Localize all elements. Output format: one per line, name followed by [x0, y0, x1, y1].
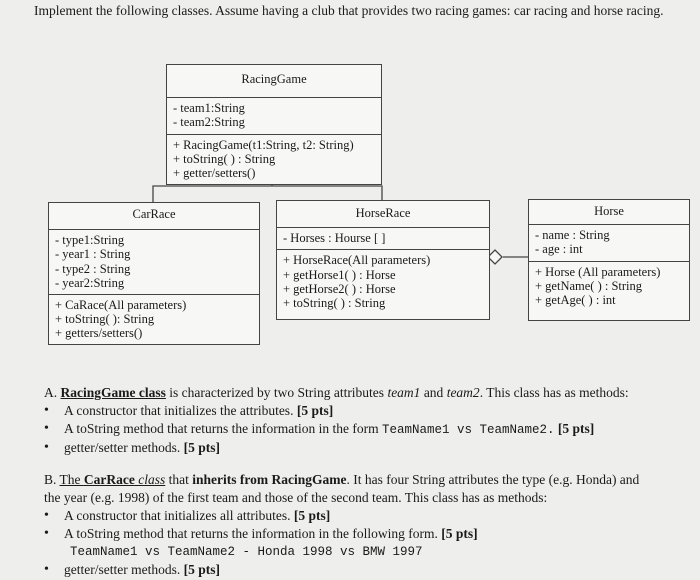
points-badge: [5 pts]	[183, 440, 220, 455]
uml-attribute: - Horses : Hourse [ ]	[283, 231, 386, 246]
uml-class-horserace	[276, 200, 490, 320]
points-badge: [5 pts]	[293, 508, 331, 523]
section-a-desc-before: is characterized by two String attributes	[165, 385, 388, 400]
uml-attributes	[167, 98, 381, 133]
section-b-bullet-1	[44, 507, 644, 525]
uml-method: + toString( ) : String	[173, 151, 276, 166]
section-a-heading	[44, 384, 684, 402]
uml-class-name: HorseRace	[277, 201, 489, 228]
uml-attribute: - year2:String	[55, 275, 125, 290]
uml-class-name: Horse	[529, 200, 689, 225]
uml-attributes	[49, 230, 259, 294]
section-b-inherits: inherits from	[192, 472, 269, 487]
bullet-text: getter/setter methods.	[64, 440, 181, 455]
uml-method: + getAge( ) : int	[535, 293, 616, 308]
uml-attribute: - team2:String	[173, 115, 245, 130]
uml-methods	[277, 249, 489, 314]
bullet-text: getter/setter methods.	[64, 562, 181, 577]
uml-method: + Horse (All parameters)	[535, 264, 661, 279]
uml-attribute: - type1:String	[55, 233, 125, 248]
uml-class-name: RacingGame	[167, 65, 381, 98]
uml-method: + getter/setters()	[173, 166, 256, 181]
section-b-bullet-3	[44, 561, 644, 579]
uml-method: + toString( ) : String	[283, 296, 386, 311]
points-badge: [5 pts]	[557, 421, 595, 436]
uml-attribute: - team1:String	[173, 101, 245, 116]
uml-attribute: - year1 : String	[55, 247, 131, 262]
section-b-parent: RacingGame	[271, 472, 347, 487]
uml-attribute: - name : String	[535, 228, 610, 243]
section-b-class-name: CarRace	[83, 472, 135, 487]
uml-class-horse	[528, 199, 690, 321]
uml-methods	[49, 294, 259, 345]
uml-class-carrace	[48, 202, 260, 345]
section-a-prefix: A.	[44, 385, 61, 400]
uml-method: + CaRace(All parameters)	[55, 298, 187, 313]
section-b-the: The	[59, 472, 84, 487]
bullet-text: A toString method that returns the information in the following form.	[64, 526, 438, 541]
uml-method: + getHorse1( ) : Horse	[283, 267, 396, 282]
uml-method: + getters/setters()	[55, 326, 143, 341]
section-a-attr1: team1	[387, 385, 421, 400]
section-a	[44, 384, 684, 457]
section-a-and: and	[420, 385, 447, 400]
code-example: TeamName1 vs TeamName2 - Honda 1998 vs BMW 1997	[70, 545, 423, 559]
uml-attribute: - age : int	[535, 242, 583, 257]
uml-method: + toString( ): String	[55, 312, 155, 327]
uml-attribute: - type2 : String	[55, 261, 131, 276]
points-badge: [5 pts]	[441, 526, 478, 541]
section-b-prefix: B.	[44, 472, 60, 487]
bullet-text: A toString method that returns the information in the form	[64, 421, 379, 436]
section-a-class-name: RacingGame	[60, 385, 136, 400]
uml-class-name: CarRace	[49, 203, 259, 230]
code-inline: TeamName1 vs TeamName2.	[381, 423, 555, 437]
bullet-text: A constructor that initializes all attributes.	[64, 508, 291, 523]
instructions-intro: Implement the following classes. Assume having a club that provides two racing games: car racing and horse racing.	[34, 3, 664, 18]
section-b-desc: . It has four String attributes the type (e.g. Honda) and the year (e.g. 1998) of the first team and those of the second team. This class has as methods:	[44, 472, 640, 505]
uml-method: + getName( ) : String	[535, 278, 643, 293]
section-a-bullet-1	[44, 402, 684, 420]
uml-method: + HorseRace(All parameters)	[283, 253, 431, 268]
section-a-bullet-3	[44, 439, 684, 457]
section-b-heading	[44, 471, 644, 507]
bullet-text: A constructor that initializes the attributes.	[64, 403, 294, 418]
composition-diamond	[488, 250, 502, 264]
section-a-attr2: team2	[446, 385, 480, 400]
uml-attributes	[277, 228, 489, 249]
section-b-bullet-2	[44, 525, 644, 543]
uml-methods	[529, 261, 689, 312]
uml-class-racinggame	[166, 64, 382, 185]
section-a-bullet-2	[44, 420, 684, 439]
section-b-class-word: class	[134, 472, 166, 487]
uml-attributes	[529, 225, 689, 260]
section-b-that: that	[165, 472, 193, 487]
uml-methods	[167, 134, 381, 185]
section-a-desc-after: . This class has as methods:	[479, 385, 629, 400]
points-badge: [5 pts]	[183, 562, 220, 577]
uml-method: + RacingGame(t1:String, t2: String)	[173, 137, 354, 152]
uml-method: + getHorse2( ) : Horse	[283, 281, 396, 296]
points-badge: [5 pts]	[296, 403, 334, 418]
section-a-class-word: class	[135, 385, 166, 400]
section-b	[44, 471, 644, 579]
